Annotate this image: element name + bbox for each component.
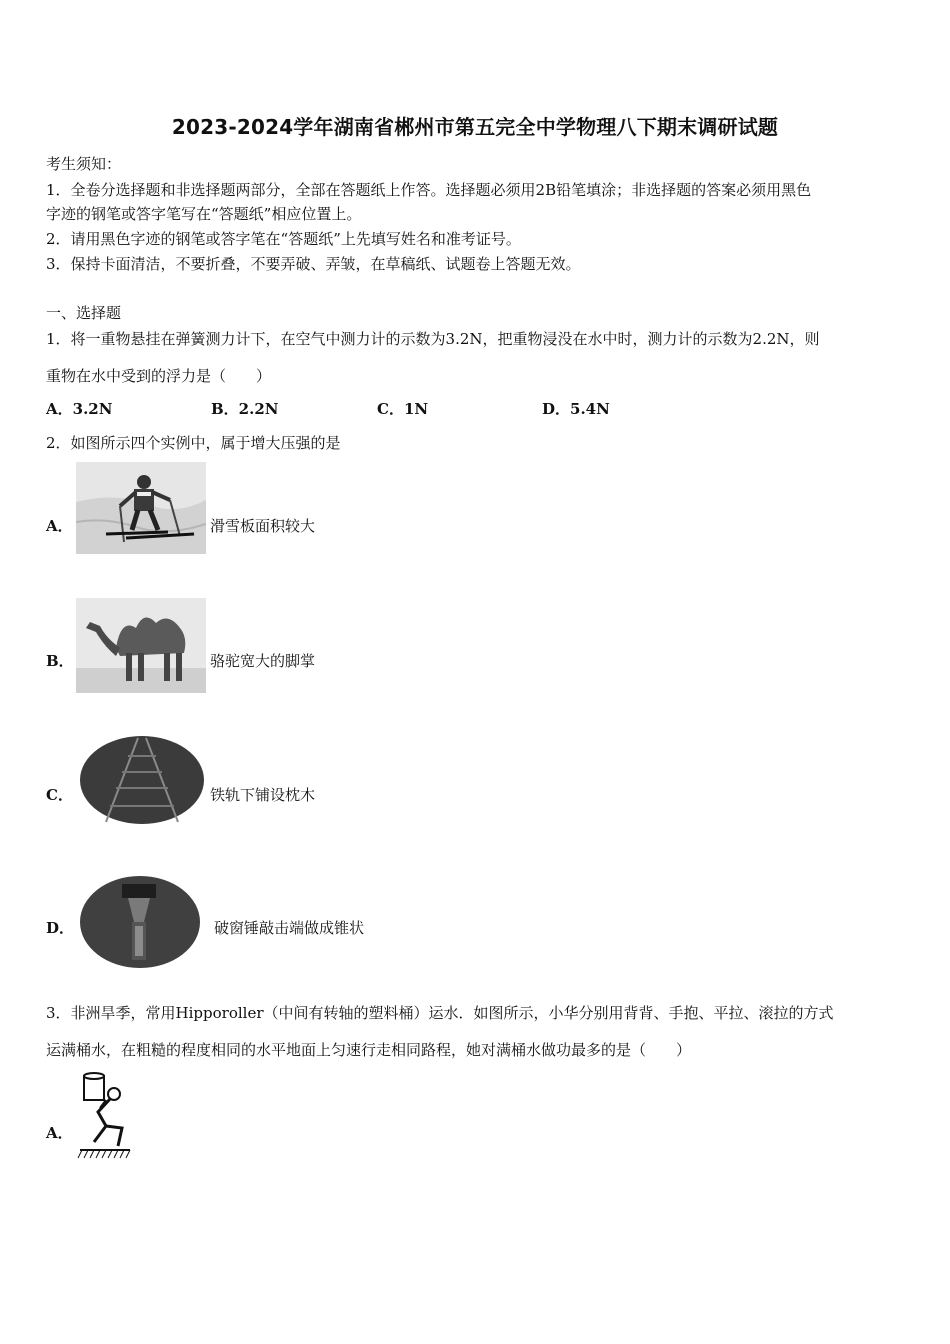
notice-heading: 考生须知： — [46, 155, 122, 173]
question-3-stem-cont: 运满桶水，在粗糙的程度相同的水平地面上匀速行走相同路程，她对满桶水做功最多的是（ ） — [46, 1041, 692, 1059]
notice-line: 字迹的钢笔或答字笔写在“答题纸”相应位置上。 — [46, 205, 362, 223]
q2-option-a-text: 滑雪板面积较大 — [210, 517, 316, 535]
q2-option-d-letter: D． — [46, 919, 75, 937]
question-3-stem: 3．非洲旱季，常用Hipporoller（中间有转轴的塑料桶）运水．如图所示，小华分别用背背、手抱、平拉、滚拉的方式 — [46, 1004, 834, 1022]
camel-image — [76, 598, 206, 693]
railway-image — [76, 728, 206, 828]
question-2-stem: 2．如图所示四个实例中，属于增大压强的是 — [46, 434, 341, 452]
page-title: 2023-2024学年湖南省郴州市第五完全中学物理八下期末调研试题 — [171, 115, 779, 139]
q2-option-c-letter: C． — [46, 786, 73, 804]
notice-line: 3．保持卡面清洁，不要折叠，不要弄破、弄皱，在草稿纸、试题卷上答题无效。 — [46, 255, 581, 273]
q1-option-a: A．3.2N — [46, 400, 113, 418]
question-1-stem-cont: 重物在水中受到的浮力是（ ） — [46, 367, 272, 385]
section-heading: 一、选择题 — [46, 304, 122, 322]
notice-line: 2．请用黑色字迹的钢笔或答字笔在“答题纸”上先填写姓名和准考证号。 — [46, 230, 521, 248]
q3-option-a-letter: A． — [46, 1124, 73, 1142]
q1-option-b: B．2.2N — [211, 400, 279, 418]
skier-image — [76, 462, 206, 554]
carrying-figure-image — [76, 1070, 136, 1162]
hammer-image — [76, 870, 206, 970]
notice-line: 1．全卷分选择题和非选择题两部分，全部在答题纸上作答。选择题必须用2B铅笔填涂；非选择题的答案必须用黑色 — [46, 181, 812, 199]
q2-option-b-letter: B． — [46, 652, 74, 670]
q2-option-a-letter: A． — [46, 517, 73, 535]
q2-option-c-text: 铁轨下铺设枕木 — [210, 786, 316, 804]
question-1-stem: 1．将一重物悬挂在弹簧测力计下，在空气中测力计的示数为3.2N，把重物浸没在水中时，测力计的示数为2.2N，则 — [46, 330, 820, 348]
q2-option-d-text: 破窗锤敲击端做成锥状 — [214, 919, 365, 937]
q1-option-c: C．1N — [377, 400, 429, 418]
q2-option-b-text: 骆驼宽大的脚掌 — [210, 652, 316, 670]
q1-option-d: D．5.4N — [542, 400, 610, 418]
